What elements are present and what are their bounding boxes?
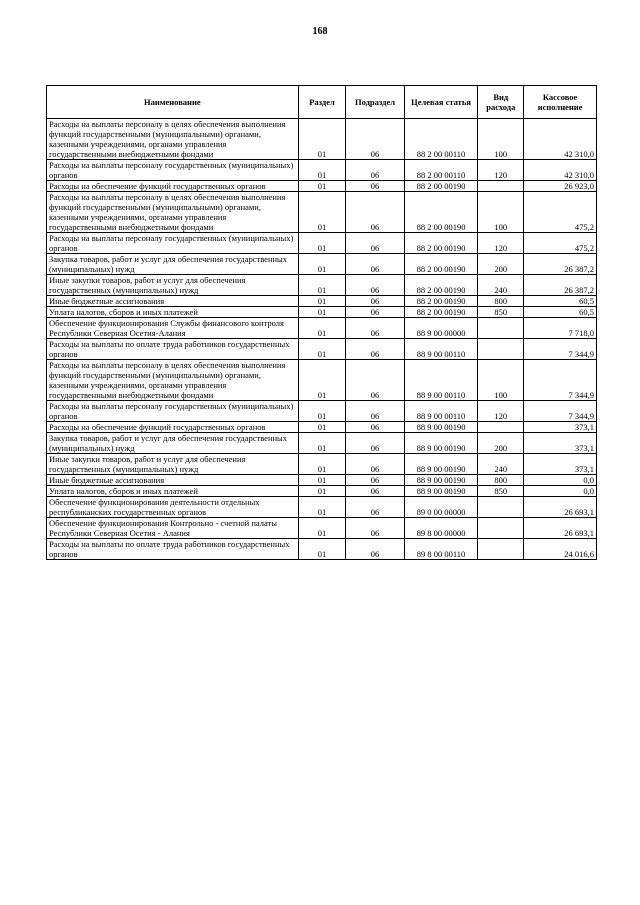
row-kassa: 24 016,6 [524, 539, 597, 560]
row-razdel: 01 [298, 497, 346, 518]
row-name: Расходы на выплаты персоналу государственных (муниципальных) органов [47, 401, 299, 422]
row-name: Расходы на выплаты персоналу в целях обеспечения выполнения функций государственными (муниципальными) органами, казенными учреждениями, органами управления государственными внебюджетными фондами [47, 119, 299, 160]
table-row [47, 181, 597, 192]
row-celevaya: 88 9 00 00190 [404, 486, 478, 497]
row-vid: 100 [478, 119, 524, 160]
row-celevaya: 88 2 00 00190 [404, 307, 478, 318]
row-name: Расходы на выплаты по оплате труда работников государственных органов [47, 339, 299, 360]
row-celevaya: 88 9 00 00110 [404, 360, 478, 401]
row-vid [478, 539, 524, 560]
row-name: Расходы на выплаты по оплате труда работников государственных органов [47, 539, 299, 560]
row-vid: 240 [478, 275, 524, 296]
row-podrazdel: 06 [346, 192, 404, 233]
header-kassa: Кассовое исполнение [524, 86, 597, 119]
table-row [47, 339, 597, 360]
row-razdel: 01 [298, 422, 346, 433]
row-celevaya: 88 2 00 00190 [404, 192, 478, 233]
row-vid: 800 [478, 296, 524, 307]
row-kassa: 42 310,0 [524, 160, 597, 181]
row-name: Обеспечение функционирования Контрольно - счетной палаты Республики Северная Осетия - Алания [47, 518, 299, 539]
row-name: Обеспечение функционирования Службы финансового контроля Республики Северная Осетия-Алания [47, 318, 299, 339]
row-kassa: 26 693,1 [524, 518, 597, 539]
row-podrazdel: 06 [346, 181, 404, 192]
row-name: Иные бюджетные ассигнования [47, 475, 299, 486]
row-celevaya: 88 9 00 00190 [404, 475, 478, 486]
header-razdel: Раздел [298, 86, 346, 119]
row-podrazdel: 06 [346, 254, 404, 275]
row-podrazdel: 06 [346, 360, 404, 401]
row-razdel: 01 [298, 518, 346, 539]
row-vid: 800 [478, 475, 524, 486]
row-razdel: 01 [298, 486, 346, 497]
row-name: Обеспечение функционирования деятельности отдельных республиканских государственных органов [47, 497, 299, 518]
table-row [47, 433, 597, 454]
row-name: Закупка товаров, работ и услуг для обеспечения государственных (муниципальных) нужд [47, 254, 299, 275]
table-row [47, 539, 597, 560]
row-razdel: 01 [298, 454, 346, 475]
row-vid: 200 [478, 254, 524, 275]
row-vid: 240 [478, 454, 524, 475]
row-kassa: 0,0 [524, 475, 597, 486]
row-kassa: 7 718,0 [524, 318, 597, 339]
row-razdel: 01 [298, 296, 346, 307]
row-podrazdel: 06 [346, 518, 404, 539]
row-kassa: 26 693,1 [524, 497, 597, 518]
row-vid [478, 339, 524, 360]
row-razdel: 01 [298, 318, 346, 339]
row-razdel: 01 [298, 475, 346, 486]
row-name: Расходы на выплаты персоналу государственных (муниципальных) органов [47, 233, 299, 254]
table-row [47, 318, 597, 339]
row-vid: 100 [478, 360, 524, 401]
row-podrazdel: 06 [346, 160, 404, 181]
row-kassa: 7 344,9 [524, 360, 597, 401]
row-celevaya: 88 9 00 00000 [404, 318, 478, 339]
row-podrazdel: 06 [346, 119, 404, 160]
row-name: Иные закупки товаров, работ и услуг для обеспечения государственных (муниципальных) нужд [47, 454, 299, 475]
row-razdel: 01 [298, 119, 346, 160]
row-podrazdel: 06 [346, 497, 404, 518]
row-razdel: 01 [298, 275, 346, 296]
row-kassa: 373,1 [524, 454, 597, 475]
row-celevaya: 88 2 00 00190 [404, 254, 478, 275]
row-name: Расходы на обеспечение функций государственных органов [47, 422, 299, 433]
row-celevaya: 88 9 00 00190 [404, 422, 478, 433]
table-row [47, 454, 597, 475]
table-row [47, 401, 597, 422]
header-podrazdel: Подраздел [346, 86, 404, 119]
row-vid: 200 [478, 433, 524, 454]
row-podrazdel: 06 [346, 475, 404, 486]
row-razdel: 01 [298, 192, 346, 233]
table-row [47, 192, 597, 233]
row-vid: 120 [478, 160, 524, 181]
row-podrazdel: 06 [346, 296, 404, 307]
row-celevaya: 88 2 00 00190 [404, 181, 478, 192]
table-row [47, 497, 597, 518]
table-row [47, 119, 597, 160]
row-razdel: 01 [298, 307, 346, 318]
table-row [47, 160, 597, 181]
row-name: Иные бюджетные ассигнования [47, 296, 299, 307]
table-row [47, 475, 597, 486]
row-vid [478, 181, 524, 192]
table-row [47, 518, 597, 539]
row-razdel: 01 [298, 254, 346, 275]
row-podrazdel: 06 [346, 486, 404, 497]
header-vid: Вид расхода [478, 86, 524, 119]
row-name: Уплата налогов, сборов и иных платежей [47, 307, 299, 318]
row-kassa: 7 344,9 [524, 401, 597, 422]
row-celevaya: 88 9 00 00190 [404, 433, 478, 454]
table-row [47, 296, 597, 307]
row-celevaya: 88 9 00 00190 [404, 454, 478, 475]
row-vid [478, 497, 524, 518]
row-celevaya: 88 2 00 00190 [404, 275, 478, 296]
row-name: Расходы на обеспечение функций государственных органов [47, 181, 299, 192]
row-name: Расходы на выплаты персоналу государственных (муниципальных) органов [47, 160, 299, 181]
row-celevaya: 88 2 00 00110 [404, 119, 478, 160]
row-kassa: 7 344,9 [524, 339, 597, 360]
row-vid: 100 [478, 192, 524, 233]
row-razdel: 01 [298, 360, 346, 401]
row-name: Иные закупки товаров, работ и услуг для обеспечения государственных (муниципальных) нужд [47, 275, 299, 296]
row-kassa: 475,2 [524, 233, 597, 254]
row-podrazdel: 06 [346, 307, 404, 318]
row-name: Закупка товаров, работ и услуг для обеспечения государственных (муниципальных) нужд [47, 433, 299, 454]
row-kassa: 26 387,2 [524, 254, 597, 275]
row-razdel: 01 [298, 401, 346, 422]
row-celevaya: 88 2 00 00190 [404, 233, 478, 254]
row-celevaya: 88 2 00 00190 [404, 296, 478, 307]
page-number: 168 [312, 26, 328, 37]
budget-table [46, 85, 597, 560]
row-podrazdel: 06 [346, 318, 404, 339]
row-kassa: 60,5 [524, 307, 597, 318]
row-razdel: 01 [298, 233, 346, 254]
row-razdel: 01 [298, 181, 346, 192]
row-vid: 120 [478, 233, 524, 254]
row-razdel: 01 [298, 539, 346, 560]
header-name: Наименование [47, 86, 299, 119]
row-kassa: 26 923,0 [524, 181, 597, 192]
row-kassa: 475,2 [524, 192, 597, 233]
row-podrazdel: 06 [346, 401, 404, 422]
row-razdel: 01 [298, 160, 346, 181]
row-vid [478, 318, 524, 339]
table-row [47, 233, 597, 254]
row-vid: 850 [478, 486, 524, 497]
table-row [47, 275, 597, 296]
row-podrazdel: 06 [346, 433, 404, 454]
table-row [47, 486, 597, 497]
table-row [47, 307, 597, 318]
row-kassa: 373,1 [524, 422, 597, 433]
row-vid [478, 422, 524, 433]
row-kassa: 0,0 [524, 486, 597, 497]
row-name: Уплата налогов, сборов и иных платежей [47, 486, 299, 497]
row-celevaya: 89 8 00 00110 [404, 539, 478, 560]
row-vid: 850 [478, 307, 524, 318]
row-kassa: 26 387,2 [524, 275, 597, 296]
row-razdel: 01 [298, 339, 346, 360]
table-row [47, 422, 597, 433]
row-razdel: 01 [298, 433, 346, 454]
row-podrazdel: 06 [346, 339, 404, 360]
row-vid [478, 518, 524, 539]
row-podrazdel: 06 [346, 233, 404, 254]
row-vid: 120 [478, 401, 524, 422]
header-celevaya: Целевая статья [404, 86, 478, 119]
row-celevaya: 89 0 00 00000 [404, 497, 478, 518]
row-celevaya: 88 9 00 00110 [404, 339, 478, 360]
row-name: Расходы на выплаты персоналу в целях обеспечения выполнения функций государственными (муниципальными) органами, казенными учреждениями, органами управления государственными внебюджетными фондами [47, 192, 299, 233]
row-podrazdel: 06 [346, 422, 404, 433]
row-kassa: 60,5 [524, 296, 597, 307]
row-podrazdel: 06 [346, 454, 404, 475]
row-podrazdel: 06 [346, 275, 404, 296]
row-kassa: 42 310,0 [524, 119, 597, 160]
table-row [47, 360, 597, 401]
row-celevaya: 89 8 00 00000 [404, 518, 478, 539]
row-celevaya: 88 2 00 00110 [404, 160, 478, 181]
table-header-row [47, 86, 597, 119]
row-celevaya: 88 9 00 00110 [404, 401, 478, 422]
row-kassa: 373,1 [524, 433, 597, 454]
table-row [47, 254, 597, 275]
row-name: Расходы на выплаты персоналу в целях обеспечения выполнения функций государственными (муниципальными) органами, казенными учреждениями, органами управления государственными внебюджетными фондами [47, 360, 299, 401]
row-podrazdel: 06 [346, 539, 404, 560]
